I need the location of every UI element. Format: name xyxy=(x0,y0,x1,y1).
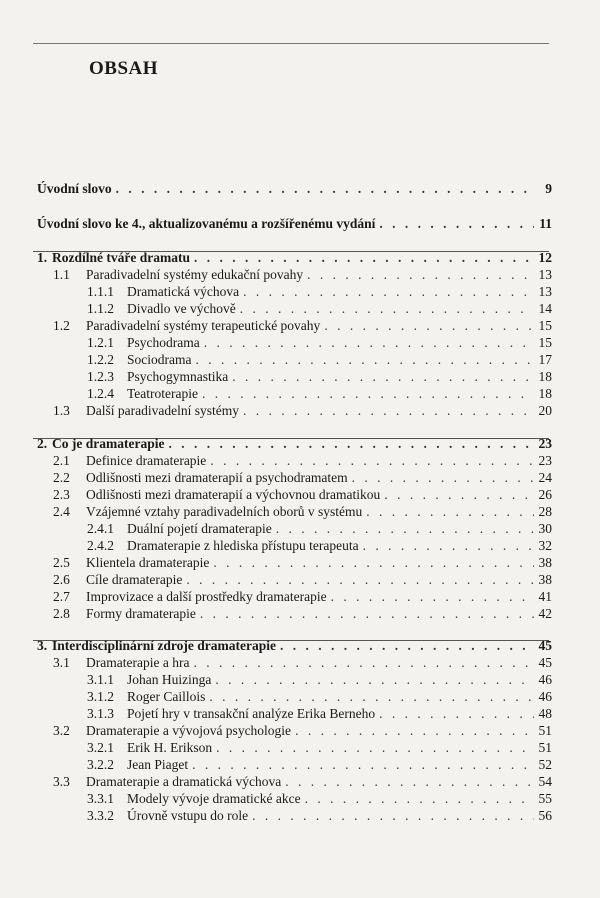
dot-leader xyxy=(305,790,534,807)
toc-entry-number: 3.1 xyxy=(53,655,70,670)
toc-entry-page-number: 20 xyxy=(538,403,552,418)
toc-entry-title: Cíle dramaterapie xyxy=(86,572,183,587)
toc-entry-number: 1.2.2 xyxy=(87,352,114,367)
toc-entry-title: Interdisciplinární zdroje dramaterapie xyxy=(52,638,276,653)
toc-entry-page-number: 45 xyxy=(538,638,552,653)
toc-entry-title: Co je dramaterapie xyxy=(52,436,165,451)
toc-entry-number: 3.1.1 xyxy=(87,672,114,687)
dot-leader xyxy=(200,605,534,622)
toc-entry-page-number: 30 xyxy=(538,521,552,536)
dot-leader xyxy=(363,537,534,554)
dot-leader xyxy=(280,637,534,654)
toc-entry-title: Úvodní slovo xyxy=(37,181,112,196)
toc-entry-number: 1.2 xyxy=(53,318,70,333)
toc-entry-page-number: 18 xyxy=(538,386,552,401)
toc-entry-number: 2.4.2 xyxy=(87,538,114,553)
toc-entry-title: Erik H. Erikson xyxy=(127,740,213,755)
toc-entry-number: 1.2.1 xyxy=(87,335,114,350)
toc-entry-title: Dramatická výchova xyxy=(127,284,240,299)
dot-leader xyxy=(295,722,534,739)
toc-entry-title: Johan Huizinga xyxy=(127,672,212,687)
toc-entry-title: Dramaterapie a vývojová psychologie xyxy=(86,723,292,738)
toc-entry[interactable] xyxy=(0,283,600,300)
toc-entry-page-number: 48 xyxy=(538,706,552,721)
toc-entry-title: Jean Piaget xyxy=(127,757,189,772)
toc-entry-number: 1.2.3 xyxy=(87,369,114,384)
toc-entry-page-number: 14 xyxy=(538,301,552,316)
toc-entry[interactable] xyxy=(0,537,600,554)
toc-entry-page-number: 42 xyxy=(538,606,552,621)
toc-entry[interactable] xyxy=(0,435,600,452)
toc-entry[interactable] xyxy=(0,215,600,232)
toc-entry-number: 3.2.2 xyxy=(87,757,114,772)
toc-entry-number: 3.1.3 xyxy=(87,706,114,721)
toc-entry-title: Duální pojetí dramaterapie xyxy=(127,521,272,536)
toc-entry-title: Vzájemné vztahy paradivadelních oborů v systému xyxy=(86,504,363,519)
toc-entry-number: 2.8 xyxy=(53,606,70,621)
toc-entry[interactable] xyxy=(0,571,600,588)
toc-entry[interactable] xyxy=(0,402,600,419)
dot-leader xyxy=(252,807,534,824)
toc-entry-number: 3.2.1 xyxy=(87,740,114,755)
dot-leader xyxy=(276,520,534,537)
dot-leader xyxy=(307,266,534,283)
dot-leader xyxy=(192,756,534,773)
dot-leader xyxy=(240,300,534,317)
toc-entry-title: Paradivadelní systémy terapeutické povahy xyxy=(86,318,321,333)
toc-entry-page-number: 54 xyxy=(538,774,552,789)
toc-entry-page-number: 45 xyxy=(538,655,552,670)
toc-entry-number: 1.1 xyxy=(53,267,70,282)
toc-entry[interactable] xyxy=(0,790,600,807)
toc-entry-number: 3.3 xyxy=(53,774,70,789)
toc-entry-number: 2.4 xyxy=(53,504,70,519)
toc-entry[interactable] xyxy=(0,300,600,317)
toc-entry[interactable] xyxy=(0,637,600,654)
toc-entry-page-number: 13 xyxy=(538,267,552,282)
dot-leader xyxy=(243,283,534,300)
toc-entry-number: 3.1.2 xyxy=(87,689,114,704)
toc-entry[interactable] xyxy=(0,368,600,385)
toc-entry[interactable] xyxy=(0,452,600,469)
toc-entry-title: Modely vývoje dramatické akce xyxy=(127,791,301,806)
toc-entry-title: Improvizace a další prostředky dramaterapie xyxy=(86,589,327,604)
toc-entry-title: Sociodrama xyxy=(127,352,192,367)
toc-entry-page-number: 15 xyxy=(538,318,552,333)
dot-leader xyxy=(186,571,534,588)
toc-entry-title: Odlišnosti mezi dramaterapií a psychodramatem xyxy=(86,470,348,485)
toc-entry-title: Psychodrama xyxy=(127,335,200,350)
toc-entry[interactable] xyxy=(0,605,600,622)
page-title: OBSAH xyxy=(89,58,159,79)
toc-entry-page-number: 55 xyxy=(538,791,552,806)
toc-entry-title: Další paradivadelní systémy xyxy=(86,403,239,418)
toc-entry[interactable] xyxy=(0,385,600,402)
dot-leader xyxy=(204,334,534,351)
toc-entry-number: 2.2 xyxy=(53,470,70,485)
toc-entry-title: Dramaterapie a dramatická výchova xyxy=(86,774,282,789)
dot-leader xyxy=(202,385,534,402)
toc-entry-page-number: 32 xyxy=(538,538,552,553)
dot-leader xyxy=(213,554,534,571)
toc-entry-title: Úvodní slovo ke 4., aktualizovanému a rozšířenému vydání xyxy=(37,216,376,231)
toc-entry[interactable] xyxy=(0,554,600,571)
toc-entry-title: Psychogymnastika xyxy=(127,369,229,384)
toc-entry-title: Pojetí hry v transakční analýze Erika Berneho xyxy=(127,706,376,721)
toc-entry[interactable] xyxy=(0,503,600,520)
toc-entry-title: Dramaterapie a hra xyxy=(86,655,190,670)
dot-leader xyxy=(366,503,534,520)
toc-entry[interactable] xyxy=(0,654,600,671)
toc-entry-title: Dramaterapie z hlediska přístupu terapeuta xyxy=(127,538,359,553)
dot-leader xyxy=(168,435,534,452)
toc-entry-page-number: 15 xyxy=(538,335,552,350)
toc-entry-page-number: 18 xyxy=(538,369,552,384)
toc-entry-number: 1. xyxy=(37,250,48,265)
toc-entry[interactable] xyxy=(0,688,600,705)
toc-entry-page-number: 56 xyxy=(538,808,552,823)
toc-entry-number: 2.3 xyxy=(53,487,70,502)
toc-entry-page-number: 17 xyxy=(538,352,552,367)
toc-entry-number: 3. xyxy=(37,638,48,653)
toc-entry-number: 1.1.2 xyxy=(87,301,114,316)
dot-leader xyxy=(384,486,534,503)
dot-leader xyxy=(285,773,534,790)
toc-entry-page-number: 38 xyxy=(538,572,552,587)
toc-entry-page-number: 28 xyxy=(538,504,552,519)
toc-entry[interactable] xyxy=(0,705,600,722)
toc-entry-page-number: 51 xyxy=(538,723,552,738)
toc-entry[interactable] xyxy=(0,486,600,503)
toc-entry-title: Roger Caillois xyxy=(127,689,206,704)
toc-entry-page-number: 9 xyxy=(545,181,552,196)
toc-entry-title: Divadlo ve výchově xyxy=(127,301,236,316)
toc-entry[interactable] xyxy=(0,266,600,283)
dot-leader xyxy=(331,588,534,605)
toc-entry-title: Odlišnosti mezi dramaterapií a výchovnou dramatikou xyxy=(86,487,381,502)
toc-entry-number: 2.7 xyxy=(53,589,70,604)
toc-entry-title: Formy dramaterapie xyxy=(86,606,196,621)
toc-entry[interactable] xyxy=(0,671,600,688)
toc-entry-number: 2. xyxy=(37,436,48,451)
toc-entry[interactable] xyxy=(0,773,600,790)
toc-entry-title: Úrovně vstupu do role xyxy=(127,808,249,823)
dot-leader xyxy=(210,452,534,469)
dot-leader xyxy=(194,249,534,266)
toc-entry-title: Rozdílné tváře dramatu xyxy=(52,250,190,265)
toc-entry[interactable] xyxy=(0,520,600,537)
toc-entry-page-number: 24 xyxy=(538,470,552,485)
toc-entry[interactable] xyxy=(0,469,600,486)
toc-entry-number: 3.2 xyxy=(53,723,70,738)
toc-entry[interactable] xyxy=(0,249,600,266)
toc-entry[interactable] xyxy=(0,351,600,368)
toc-entry-number: 2.1 xyxy=(53,453,70,468)
dot-leader xyxy=(232,368,534,385)
dot-leader xyxy=(352,469,534,486)
toc-entry-page-number: 41 xyxy=(538,589,552,604)
toc-entry[interactable] xyxy=(0,756,600,773)
toc-entry-number: 2.5 xyxy=(53,555,70,570)
dot-leader xyxy=(243,402,534,419)
toc-entry-page-number: 23 xyxy=(538,453,552,468)
toc-entry-page-number: 11 xyxy=(539,216,552,231)
toc-entry-number: 3.3.2 xyxy=(87,808,114,823)
toc-entry[interactable] xyxy=(0,334,600,351)
toc-entry-number: 1.1.1 xyxy=(87,284,114,299)
toc-entry[interactable] xyxy=(0,807,600,824)
toc-entry-page-number: 52 xyxy=(538,757,552,772)
dot-leader xyxy=(195,351,534,368)
toc-entry[interactable] xyxy=(0,588,600,605)
toc-entry-page-number: 13 xyxy=(538,284,552,299)
dot-leader xyxy=(379,215,534,232)
dot-leader xyxy=(379,705,534,722)
toc-entry[interactable] xyxy=(0,722,600,739)
dot-leader xyxy=(116,180,534,197)
toc-entry[interactable] xyxy=(0,739,600,756)
toc-entry-number: 1.3 xyxy=(53,403,70,418)
toc-entry-page-number: 23 xyxy=(538,436,552,451)
toc-entry-page-number: 26 xyxy=(538,487,552,502)
toc-entry-title: Teatroterapie xyxy=(127,386,199,401)
dot-leader xyxy=(193,654,534,671)
toc-entry-number: 3.3.1 xyxy=(87,791,114,806)
toc-entry-title: Paradivadelní systémy edukační povahy xyxy=(86,267,304,282)
toc-entry[interactable] xyxy=(0,317,600,334)
toc-entry-page-number: 46 xyxy=(538,672,552,687)
toc-entry-number: 1.2.4 xyxy=(87,386,114,401)
toc-entry-title: Klientela dramaterapie xyxy=(86,555,210,570)
dot-leader xyxy=(324,317,534,334)
dot-leader xyxy=(216,739,534,756)
toc-entry-title: Definice dramaterapie xyxy=(86,453,207,468)
toc-entry-page-number: 12 xyxy=(538,250,552,265)
toc-entry-page-number: 46 xyxy=(538,689,552,704)
dot-leader xyxy=(215,671,534,688)
toc-entry-number: 2.4.1 xyxy=(87,521,114,536)
toc-entry-number: 2.6 xyxy=(53,572,70,587)
dot-leader xyxy=(209,688,534,705)
toc-entry-page-number: 51 xyxy=(538,740,552,755)
toc-entry[interactable] xyxy=(0,180,600,197)
toc-entry-page-number: 38 xyxy=(538,555,552,570)
